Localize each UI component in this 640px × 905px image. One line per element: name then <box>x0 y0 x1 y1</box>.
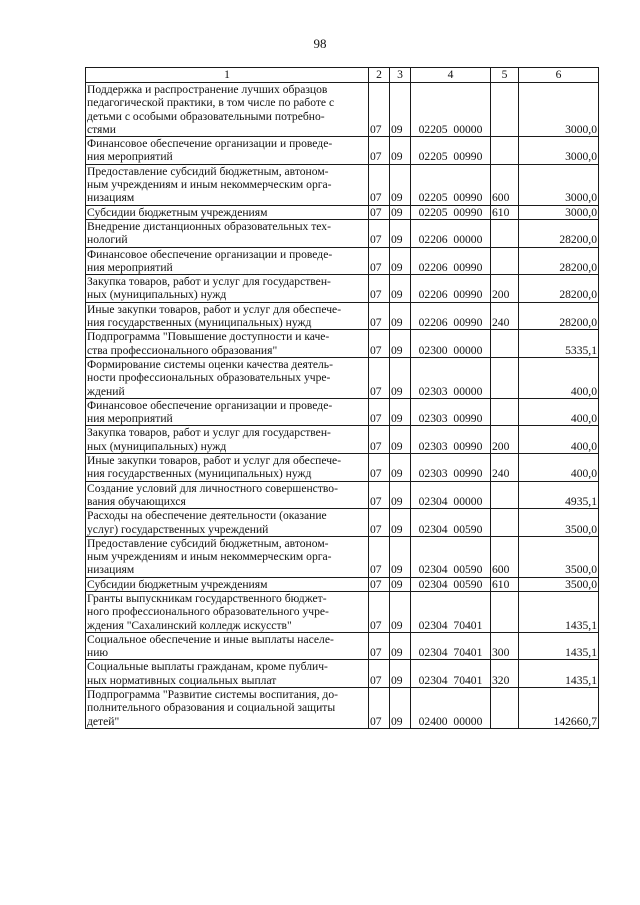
table-body <box>86 83 599 729</box>
row-target-code: 02304 70401 <box>411 632 491 660</box>
row-amount: 3500,0 <box>519 577 599 591</box>
row-section: 07 <box>369 591 390 632</box>
row-name: Социальные выплаты гражданам, кроме публич- ных нормативных социальных выплат <box>86 660 369 688</box>
row-target-code: 02400 00000 <box>411 688 491 729</box>
header-col-1: 1 <box>86 68 369 83</box>
row-expense-type: 200 <box>491 275 519 303</box>
row-expense-type: 240 <box>491 302 519 330</box>
row-name: Иные закупки товаров, работ и услуг для обеспече- ния государственных (муниципальных) нужд <box>86 302 369 330</box>
row-expense-type <box>491 330 519 358</box>
row-section: 07 <box>369 83 390 137</box>
row-expense-type <box>491 688 519 729</box>
row-section: 07 <box>369 660 390 688</box>
table-row <box>86 398 599 426</box>
row-subsection: 09 <box>390 275 411 303</box>
row-section: 07 <box>369 302 390 330</box>
row-target-code: 02303 00990 <box>411 398 491 426</box>
row-subsection: 09 <box>390 398 411 426</box>
table-row <box>86 577 599 591</box>
row-amount: 400,0 <box>519 357 599 398</box>
row-expense-type <box>491 83 519 137</box>
table-header-row <box>86 68 599 83</box>
row-section: 07 <box>369 454 390 482</box>
row-expense-type <box>491 357 519 398</box>
header-col-4: 4 <box>411 68 491 83</box>
row-section: 07 <box>369 164 390 205</box>
row-target-code: 02304 70401 <box>411 660 491 688</box>
header-col-3: 3 <box>390 68 411 83</box>
row-expense-type <box>491 481 519 509</box>
table-row <box>86 357 599 398</box>
row-target-code: 02300 00000 <box>411 330 491 358</box>
table-row <box>86 481 599 509</box>
row-subsection: 09 <box>390 164 411 205</box>
budget-table <box>85 67 599 729</box>
row-subsection: 09 <box>390 302 411 330</box>
row-amount: 3000,0 <box>519 205 599 219</box>
row-amount: 3500,0 <box>519 536 599 577</box>
row-section: 07 <box>369 357 390 398</box>
row-amount: 3000,0 <box>519 164 599 205</box>
row-subsection: 09 <box>390 591 411 632</box>
row-name: Социальное обеспечение и иные выплаты населе- нию <box>86 632 369 660</box>
row-name: Поддержка и распространение лучших образцов педагогической практики, в том числе по работе с детьми с особыми образовательными потребно- стями <box>86 83 369 137</box>
row-name: Подпрограмма "Развитие системы воспитания, до- полнительного образования и социальной защиты детей" <box>86 688 369 729</box>
row-subsection: 09 <box>390 536 411 577</box>
row-target-code: 02304 70401 <box>411 591 491 632</box>
row-target-code: 02206 00990 <box>411 302 491 330</box>
row-subsection: 09 <box>390 205 411 219</box>
row-amount: 1435,1 <box>519 591 599 632</box>
row-amount: 28200,0 <box>519 302 599 330</box>
row-subsection: 09 <box>390 632 411 660</box>
row-target-code: 02304 00590 <box>411 509 491 537</box>
row-subsection: 09 <box>390 688 411 729</box>
row-target-code: 02205 00990 <box>411 137 491 165</box>
row-section: 07 <box>369 481 390 509</box>
row-section: 07 <box>369 247 390 275</box>
row-name: Субсидии бюджетным учреждениям <box>86 577 369 591</box>
row-target-code: 02206 00000 <box>411 219 491 247</box>
row-target-code: 02303 00990 <box>411 426 491 454</box>
row-subsection: 09 <box>390 426 411 454</box>
row-name: Финансовое обеспечение организации и проведе- ния мероприятий <box>86 398 369 426</box>
row-amount: 4935,1 <box>519 481 599 509</box>
row-name: Предоставление субсидий бюджетным, автоном- ным учреждениям и иным некоммерческим орга- низациям <box>86 164 369 205</box>
page-number: 98 <box>313 36 327 51</box>
row-target-code: 02205 00000 <box>411 83 491 137</box>
row-section: 07 <box>369 398 390 426</box>
row-amount: 5335,1 <box>519 330 599 358</box>
row-section: 07 <box>369 330 390 358</box>
row-section: 07 <box>369 536 390 577</box>
table-row <box>86 688 599 729</box>
row-amount: 1435,1 <box>519 632 599 660</box>
row-subsection: 09 <box>390 454 411 482</box>
row-amount: 142660,7 <box>519 688 599 729</box>
row-target-code: 02303 00990 <box>411 454 491 482</box>
row-amount: 28200,0 <box>519 247 599 275</box>
row-amount: 400,0 <box>519 426 599 454</box>
row-name: Финансовое обеспечение организации и проведе- ния мероприятий <box>86 247 369 275</box>
row-expense-type: 610 <box>491 205 519 219</box>
row-subsection: 09 <box>390 660 411 688</box>
row-section: 07 <box>369 137 390 165</box>
row-expense-type: 320 <box>491 660 519 688</box>
row-expense-type: 600 <box>491 164 519 205</box>
row-target-code: 02304 00590 <box>411 536 491 577</box>
row-name: Финансовое обеспечение организации и проведе- ния мероприятий <box>86 137 369 165</box>
table-row <box>86 302 599 330</box>
row-expense-type <box>491 398 519 426</box>
row-target-code: 02205 00990 <box>411 205 491 219</box>
row-amount: 28200,0 <box>519 219 599 247</box>
row-name: Субсидии бюджетным учреждениям <box>86 205 369 219</box>
row-expense-type: 600 <box>491 536 519 577</box>
row-subsection: 09 <box>390 247 411 275</box>
table-row <box>86 454 599 482</box>
row-expense-type: 610 <box>491 577 519 591</box>
header-col-5: 5 <box>491 68 519 83</box>
row-subsection: 09 <box>390 219 411 247</box>
row-target-code: 02205 00990 <box>411 164 491 205</box>
row-name: Иные закупки товаров, работ и услуг для обеспече- ния государственных (муниципальных) нужд <box>86 454 369 482</box>
table-row <box>86 330 599 358</box>
row-name: Расходы на обеспечение деятельности (оказание услуг) государственных учреждений <box>86 509 369 537</box>
row-expense-type <box>491 247 519 275</box>
row-section: 07 <box>369 275 390 303</box>
table-row <box>86 164 599 205</box>
row-amount: 3500,0 <box>519 509 599 537</box>
row-section: 07 <box>369 219 390 247</box>
row-expense-type <box>491 219 519 247</box>
row-name: Предоставление субсидий бюджетным, автоном- ным учреждениям и иным некоммерческим орга- низациям <box>86 536 369 577</box>
row-target-code: 02206 00990 <box>411 247 491 275</box>
row-subsection: 09 <box>390 330 411 358</box>
table-row <box>86 509 599 537</box>
row-section: 07 <box>369 577 390 591</box>
table-row <box>86 205 599 219</box>
row-expense-type <box>491 137 519 165</box>
row-name: Формирование системы оценки качества деятель- ности профессиональных образовательных учре- ждений <box>86 357 369 398</box>
row-amount: 1435,1 <box>519 660 599 688</box>
header-col-6: 6 <box>519 68 599 83</box>
table-row <box>86 660 599 688</box>
row-name: Гранты выпускникам государственного бюджет- ного профессионального образовательного учре- ждения "Сахалинский колледж искусств" <box>86 591 369 632</box>
row-expense-type <box>491 591 519 632</box>
row-section: 07 <box>369 426 390 454</box>
row-amount: 400,0 <box>519 454 599 482</box>
table-row <box>86 591 599 632</box>
row-section: 07 <box>369 509 390 537</box>
row-target-code: 02304 00590 <box>411 577 491 591</box>
row-name: Закупка товаров, работ и услуг для государствен- ных (муниципальных) нужд <box>86 275 369 303</box>
row-expense-type: 200 <box>491 426 519 454</box>
table-row <box>86 137 599 165</box>
row-subsection: 09 <box>390 137 411 165</box>
row-section: 07 <box>369 632 390 660</box>
row-name: Внедрение дистанционных образовательных тех- нологий <box>86 219 369 247</box>
row-name: Закупка товаров, работ и услуг для государствен- ных (муниципальных) нужд <box>86 426 369 454</box>
header-col-2: 2 <box>369 68 390 83</box>
row-name: Подпрограмма "Повышение доступности и каче- ства профессионального образования" <box>86 330 369 358</box>
row-subsection: 09 <box>390 357 411 398</box>
row-target-code: 02304 00000 <box>411 481 491 509</box>
row-amount: 3000,0 <box>519 83 599 137</box>
row-subsection: 09 <box>390 83 411 137</box>
row-section: 07 <box>369 688 390 729</box>
row-name: Создание условий для личностного совершенство- вания обучающихся <box>86 481 369 509</box>
row-subsection: 09 <box>390 577 411 591</box>
table-row <box>86 219 599 247</box>
row-target-code: 02303 00000 <box>411 357 491 398</box>
row-amount: 3000,0 <box>519 137 599 165</box>
row-expense-type: 240 <box>491 454 519 482</box>
row-section: 07 <box>369 205 390 219</box>
table-row <box>86 632 599 660</box>
table-row <box>86 426 599 454</box>
row-target-code: 02206 00990 <box>411 275 491 303</box>
row-expense-type: 300 <box>491 632 519 660</box>
table-row <box>86 83 599 137</box>
table-row <box>86 536 599 577</box>
row-subsection: 09 <box>390 509 411 537</box>
table-row <box>86 275 599 303</box>
table-row <box>86 247 599 275</box>
row-amount: 28200,0 <box>519 275 599 303</box>
row-amount: 400,0 <box>519 398 599 426</box>
row-subsection: 09 <box>390 481 411 509</box>
row-expense-type <box>491 509 519 537</box>
